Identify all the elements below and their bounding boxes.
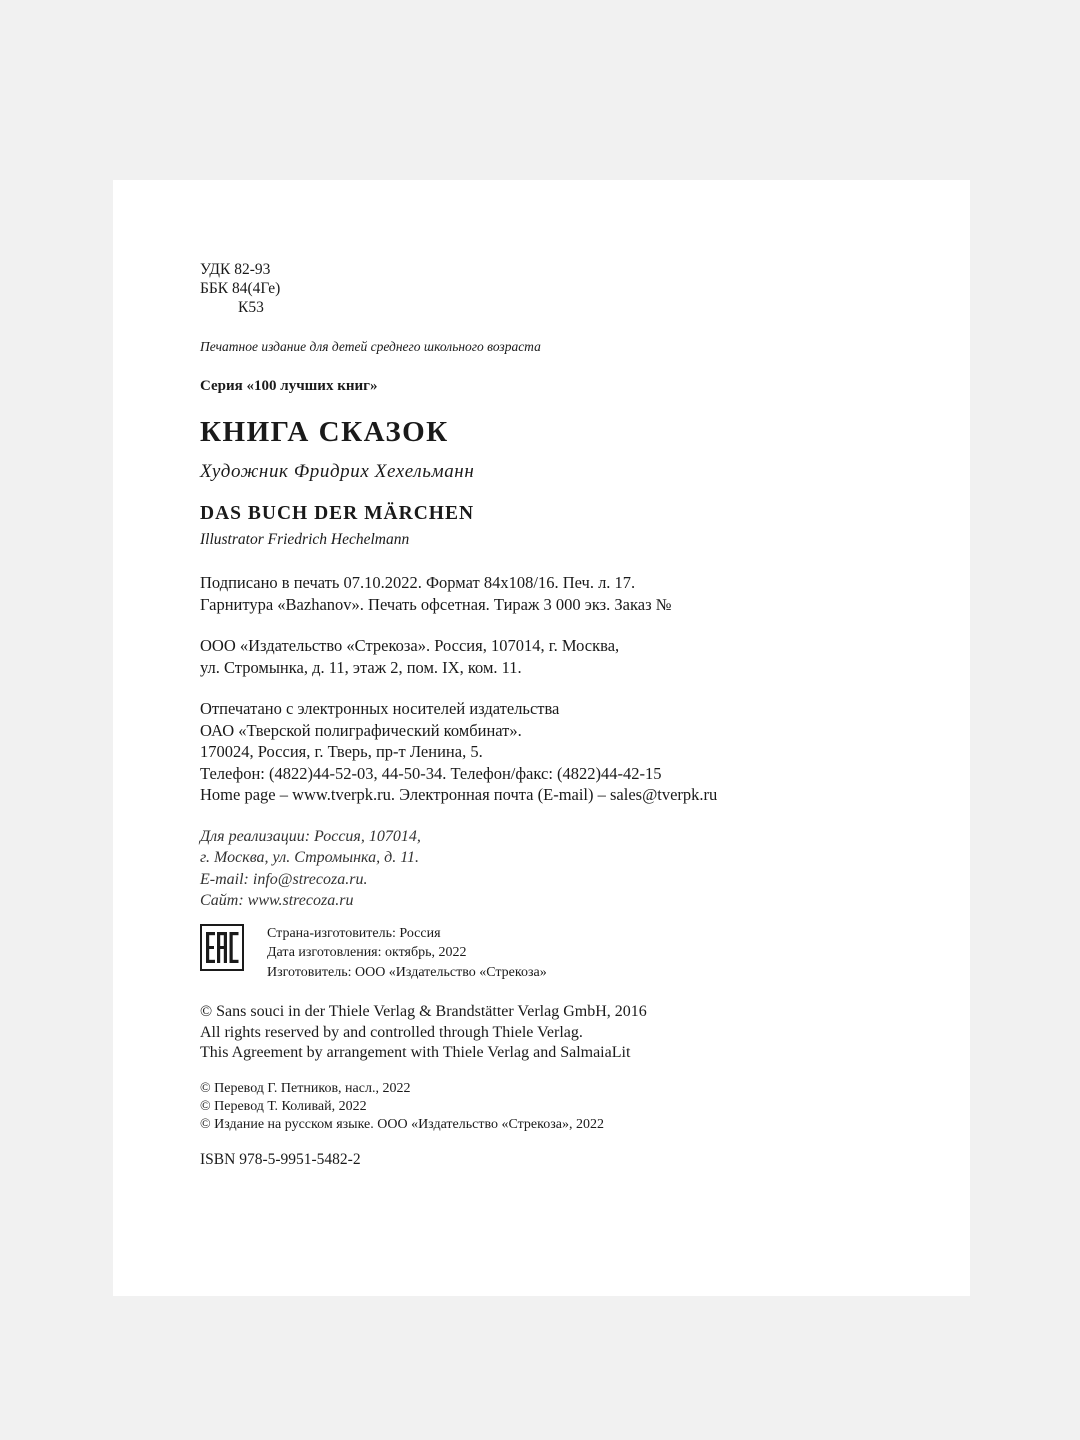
- bbk-code: ББК 84(4Ге): [200, 280, 281, 297]
- printer-info-line: Отпечатано с электронных носителей издательства: [200, 699, 560, 718]
- book-title-de: DAS BUCH DER MÄRCHEN: [200, 503, 475, 524]
- eac-mark-icon: [200, 924, 244, 971]
- manufacturer-info: [267, 924, 547, 983]
- eac-certification: [200, 924, 920, 983]
- realization-info: [200, 826, 920, 912]
- illustrator-ru: Художник Фридрих Хехельманн: [200, 461, 475, 482]
- realization-line: г. Москва, ул. Стромынка, д. 11.: [200, 849, 420, 866]
- print-info-line: Гарнитура «Bazhanov». Печать офсетная. Тираж 3 000 экз. Заказ №: [200, 594, 672, 614]
- realization-line: Для реализации: Россия, 107014,: [200, 827, 421, 845]
- imprint-content: [200, 260, 920, 1170]
- imprint-page: [113, 180, 970, 1296]
- printer-info-line: Home page – www.tverpk.ru. Электронная почта (E-mail) – sales@tverpk.ru: [200, 785, 718, 804]
- printer-info-line: ОАО «Тверской полиграфический комбинат».: [200, 720, 522, 740]
- printer-info-line: Телефон: (4822)44-52-03, 44-50-34. Телефон/факс: (4822)44-42-15: [200, 763, 662, 783]
- copyright-translation-line: © Издание на русском языке. ООО «Издательство «Стрекоза», 2022: [200, 1116, 604, 1132]
- print-info-line: Подписано в печать 07.10.2022. Формат 84x108/16. Печ. л. 17.: [200, 573, 636, 592]
- copyright-original-line: © Sans souci in der Thiele Verlag & Brandstätter Verlag GmbH, 2016: [200, 1003, 647, 1020]
- print-info: [200, 572, 920, 615]
- publisher-info-line: ООО «Издательство «Стрекоза». Россия, 107014, г. Москва,: [200, 636, 620, 655]
- copyright-translation: [200, 1080, 920, 1134]
- copyright-translation-line: © Перевод Г. Петников, насл., 2022: [200, 1080, 411, 1096]
- manufacturer-line: Изготовитель: ООО «Издательство «Стрекоза»: [267, 964, 547, 980]
- printer-info-line: 170024, Россия, г. Тверь, пр-т Ленина, 5.: [200, 742, 483, 761]
- copyright-original-line: All rights reserved by and controlled through Thiele Verlag.: [200, 1023, 583, 1041]
- publisher-info-line: ул. Стромынка, д. 11, этаж 2, пом. IX, ком. 11.: [200, 657, 522, 677]
- realization-line: E-mail: info@strecoza.ru.: [200, 870, 368, 888]
- publisher-info: [200, 635, 920, 678]
- audience-note: Печатное издание для детей среднего школьного возраста: [200, 339, 541, 354]
- copyright-translation-line: © Перевод Т. Коливай, 2022: [200, 1098, 367, 1114]
- isbn: ISBN 978-5-9951-5482-2: [200, 1150, 361, 1168]
- udk-code: УДК 82-93: [200, 261, 271, 278]
- copyright-original-line: This Agreement by arrangement with Thiele Verlag and SalmaiaLit: [200, 1044, 631, 1061]
- realization-line: Сайт: www.strecoza.ru: [200, 892, 354, 909]
- author-mark: К53: [238, 299, 264, 316]
- illustrator-de: Illustrator Friedrich Hechelmann: [200, 531, 410, 548]
- printer-info: [200, 698, 920, 806]
- copyright-original: [200, 1002, 920, 1064]
- book-title-ru: КНИГА СКАЗОК: [200, 416, 449, 448]
- manufacturer-line: Страна-изготовитель: Россия: [267, 925, 441, 941]
- classification-codes: [200, 260, 920, 317]
- manufacturer-line: Дата изготовления: октябрь, 2022: [267, 945, 467, 960]
- series-name: Серия «100 лучших книг»: [200, 378, 378, 394]
